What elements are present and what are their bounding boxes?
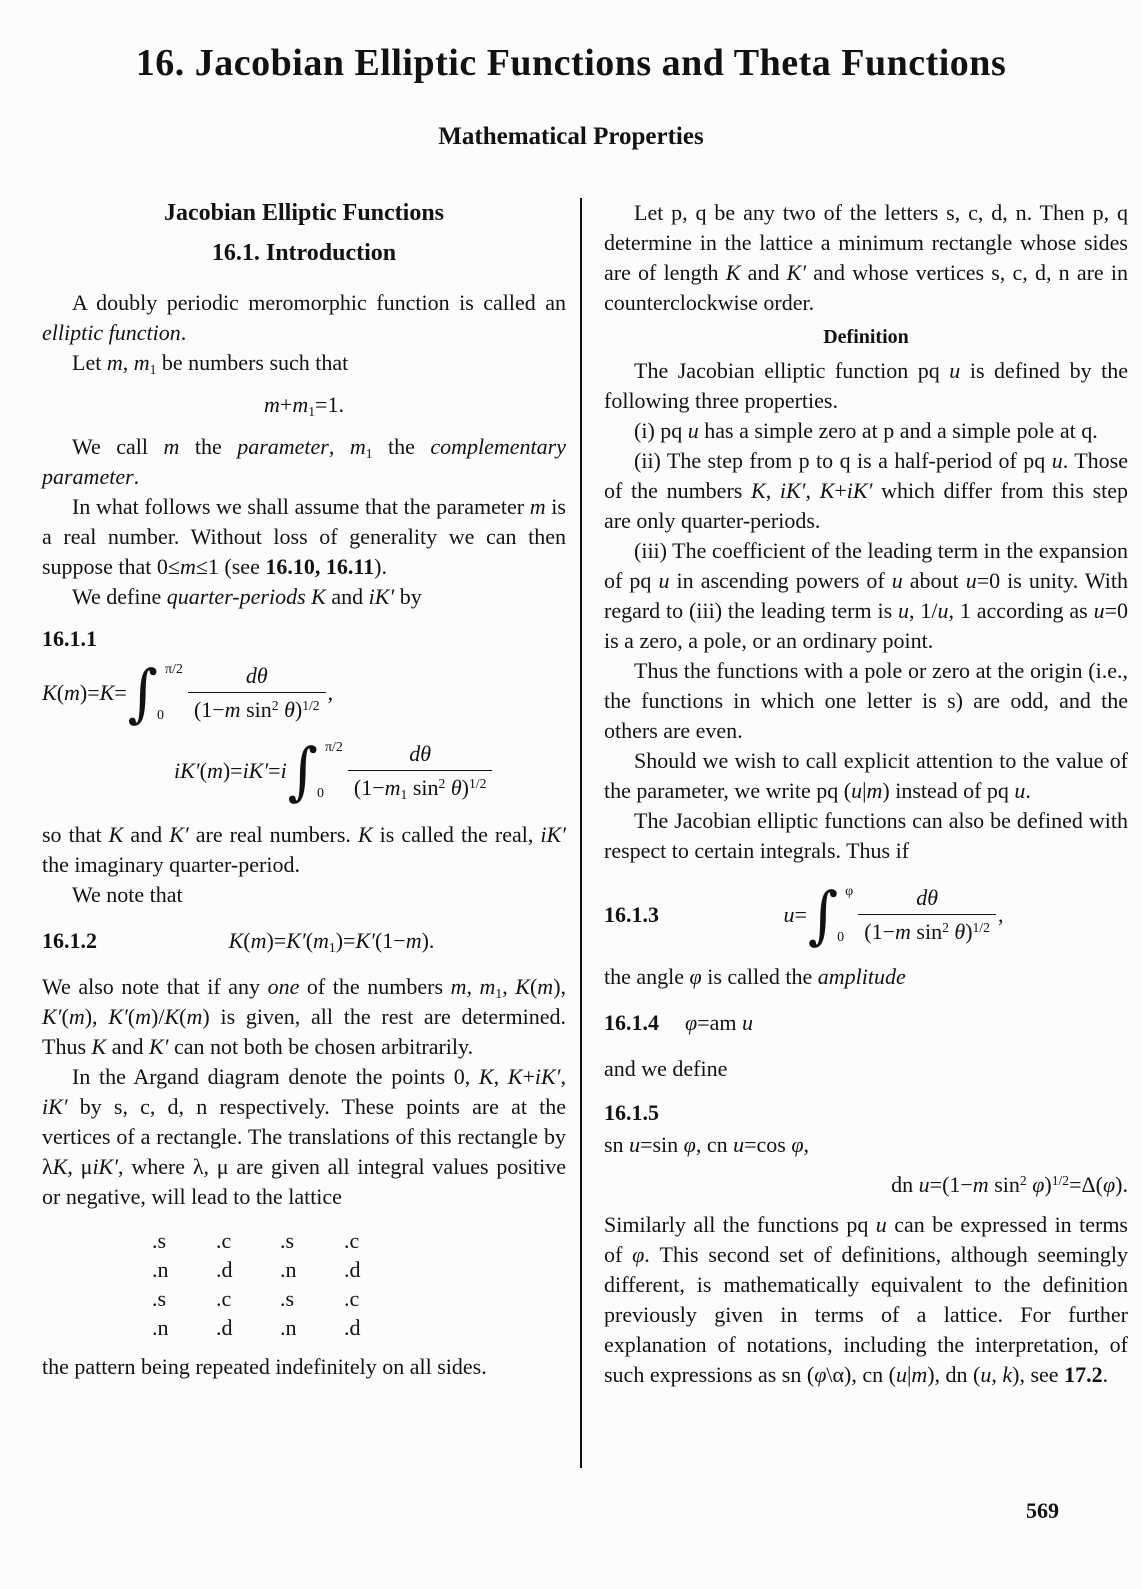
paragraph-in-what-follows: In what follows we shall assume that the parameter m is a real number. Without loss of generality we can then suppose that 0≤m≤1 (see 16.10, 16.11). xyxy=(42,494,566,579)
lattice-cell: .s xyxy=(152,1286,167,1311)
fraction-denominator: (1−m $\sin^2 \theta)^{1/2}$ xyxy=(858,914,996,947)
page-title: 16. Jacobian Elliptic Functions and Theta Functions xyxy=(135,42,1007,84)
paragraph-property-i: (i) pq u has a simple zero at p and a simple pole at q. xyxy=(634,418,1098,443)
equation-body: φ=am u xyxy=(685,1010,753,1035)
equation-label: 16.1.4 xyxy=(604,1010,659,1035)
paragraph-certain-integrals: The Jacobian elliptic functions can also be defined with respect to certain integrals. Thus if xyxy=(604,808,1128,863)
equation-16-1-1-line2 xyxy=(174,732,566,810)
definition-heading: Definition xyxy=(823,326,909,348)
column-divider xyxy=(580,198,582,1468)
paragraph-thus-functions: Thus the functions with a pole or zero at the origin (i.e., the functions in which one letter is s) are odd, and the others are even. xyxy=(604,658,1128,743)
lattice-cell: .s xyxy=(280,1286,295,1311)
paragraph-should-we-wish: Should we wish to call explicit attention to the value of the parameter, we write pq (u|m) instead of pq u. xyxy=(604,748,1128,803)
paragraph-argand-diagram: In the Argand diagram denote the points 0, K, K+iK′, iK′ by s, c, d, n respectively. These points are at the vertices of a rectangle. The translations of this rectangle by λK, μiK′, where λ, μ are given all integral values positive or negative, will lead to the lattice xyxy=(42,1064,566,1209)
equation-lhs: iK′(m)=iK′=i xyxy=(174,758,287,783)
equation-16-1-5 xyxy=(604,1098,1128,1200)
paragraph-we-note: We note that xyxy=(72,882,183,907)
integral-lower-limit: 0 xyxy=(837,930,845,945)
fraction xyxy=(858,883,996,947)
fraction xyxy=(348,739,493,803)
integral-upper-limit: π/2 xyxy=(164,662,183,677)
equation-suffix: , xyxy=(997,902,1004,927)
integral-upper-limit: π/2 xyxy=(324,740,343,755)
lattice-cell: .c xyxy=(216,1286,232,1311)
paragraph-similarly: Similarly all the functions pq u can be expressed in terms of φ. This second set of definitions, although seemingly different, is mathematically equivalent to the definition previously given in terms of a lattice. For further explanation of notations, including the interpretation, of such expressions as sn (φ\α), cn (u|m), dn (u, k), see 17.2. xyxy=(604,1212,1128,1387)
paragraph-and-we-define: and we define xyxy=(604,1056,728,1081)
lattice-cell: .c xyxy=(344,1228,360,1253)
integral xyxy=(127,656,183,730)
lattice-cell: .n xyxy=(152,1257,169,1282)
paragraph-let-pq: Let p, q be any two of the letters s, c, d, n. Then p, q determine in the lattice a minimum rectangle whose sides are of length K and K′ and whose vertices s, c, d, n are in counterclockwise order. xyxy=(604,200,1129,315)
integral-sign: ∫ xyxy=(807,878,839,952)
paragraph-amplitude: the angle φ is called the amplitude xyxy=(604,964,906,989)
lattice-cell: .c xyxy=(344,1286,360,1311)
integral-upper-limit: φ xyxy=(845,884,854,899)
page-number: 569 xyxy=(1026,1498,1059,1523)
paragraph-pattern-repeated: the pattern being repeated indefinitely on all sides. xyxy=(42,1354,487,1379)
fraction-denominator: ($1-m_1$ $\sin^2 \theta)^{1/2}$ xyxy=(348,770,493,803)
lattice-cell: .n xyxy=(280,1257,297,1282)
equation-16-1-4 xyxy=(604,1008,1128,1038)
paragraph-we-call: We call m the parameter, $m_1$ the complementary parameter. xyxy=(42,434,566,489)
equation-16-1-5-line2: dn u=(1−m $\sin^2 \varphi)^{1/2}=\Delta(\varphi)$. xyxy=(891,1172,1128,1197)
section-heading: Jacobian Elliptic Functions xyxy=(163,200,445,226)
lattice-cell: .s xyxy=(152,1228,167,1253)
equation-label: 16.1.5 xyxy=(604,1100,659,1125)
equation-16-1-1-line1 xyxy=(42,654,566,732)
equation-lhs: K(m)=K= xyxy=(42,680,127,705)
lattice-pattern xyxy=(152,1226,566,1342)
right-column xyxy=(604,198,1128,1390)
integral-lower-limit: 0 xyxy=(156,708,164,723)
equation-16-1-5-line1: sn u=sin φ, cn u=cos φ, xyxy=(604,1132,809,1157)
lattice-cell: .s xyxy=(280,1228,295,1253)
lattice-cell: .d xyxy=(344,1257,361,1282)
equation-16-1-2 xyxy=(42,926,566,956)
paragraph-so-that: so that K and K′ are real numbers. K is called the real, iK′ the imaginary quarter-period. xyxy=(42,822,566,877)
paragraph-jacobian-definition: The Jacobian elliptic function pq u is defined by the following three properties. xyxy=(604,358,1128,413)
paragraph-elliptic-function: A doubly periodic meromorphic function is called an elliptic function. xyxy=(42,290,566,345)
paragraph-we-also-note: We also note that if any one of the numbers m, $m_1$, K(m), K′(m), K′(m)/K(m) is given, all the rest are determined. Thus K and K′ can not both be chosen arbitrarily. xyxy=(42,974,567,1059)
lattice-cell: .d xyxy=(344,1315,361,1340)
page-subtitle: Mathematical Properties xyxy=(438,123,704,150)
equation-16-1-1 xyxy=(42,624,566,810)
subsection-heading: 16.1. Introduction xyxy=(211,240,397,266)
fraction-denominator: (1−m $\sin^2 \theta)^{1/2}$ xyxy=(188,692,326,725)
left-column xyxy=(42,198,566,1382)
integral-lower-limit: 0 xyxy=(316,786,324,801)
fraction xyxy=(188,661,326,725)
lattice-cell: .d xyxy=(216,1315,233,1340)
equation-16-1-3 xyxy=(604,876,1128,954)
integral xyxy=(287,734,343,808)
fraction-numerator: dθ xyxy=(916,885,939,910)
paragraph-let-m: Let m, $m_1$ be numbers such that xyxy=(72,350,349,377)
equation-16-1-3-line xyxy=(784,876,1004,954)
fraction-numerator: dθ xyxy=(409,741,432,766)
integral-sign: ∫ xyxy=(127,656,158,730)
fraction-numerator: dθ xyxy=(245,663,268,688)
equation-label: 16.1.3 xyxy=(604,902,659,927)
equation-body: $K(m)=K'(m_1)=K'(1-m)$. xyxy=(228,928,435,955)
integral-sign: ∫ xyxy=(287,734,318,808)
paragraph-property-iii: (iii) The coefficient of the leading term in the expansion of pq u in ascending powers of u about u=0 is unity. With regard to (iii) the leading term is u, 1/u, 1 according as u=0 is a zero, a pole, or an ordinary point. xyxy=(604,538,1129,653)
integral xyxy=(807,878,854,952)
equation-suffix: , xyxy=(327,680,334,705)
equation-label: 16.1.1 xyxy=(42,626,97,651)
lattice-cell: .d xyxy=(216,1257,233,1282)
paragraph-we-define: We define quarter-periods K and iK′ by xyxy=(72,584,422,609)
lattice-cell: .n xyxy=(280,1315,297,1340)
paragraph-property-ii: (ii) The step from p to q is a half-period of pq u. Those of the numbers K, iK′, K+iK′ which differ from this step are only quarter-periods. xyxy=(604,448,1129,533)
equation-lhs: u= xyxy=(783,902,807,927)
equation-m-plus-m1: $m+m_1=1$. xyxy=(264,392,344,419)
lattice-cell: .c xyxy=(216,1228,232,1253)
equation-label: 16.1.2 xyxy=(42,928,97,953)
lattice-cell: .n xyxy=(152,1315,169,1340)
